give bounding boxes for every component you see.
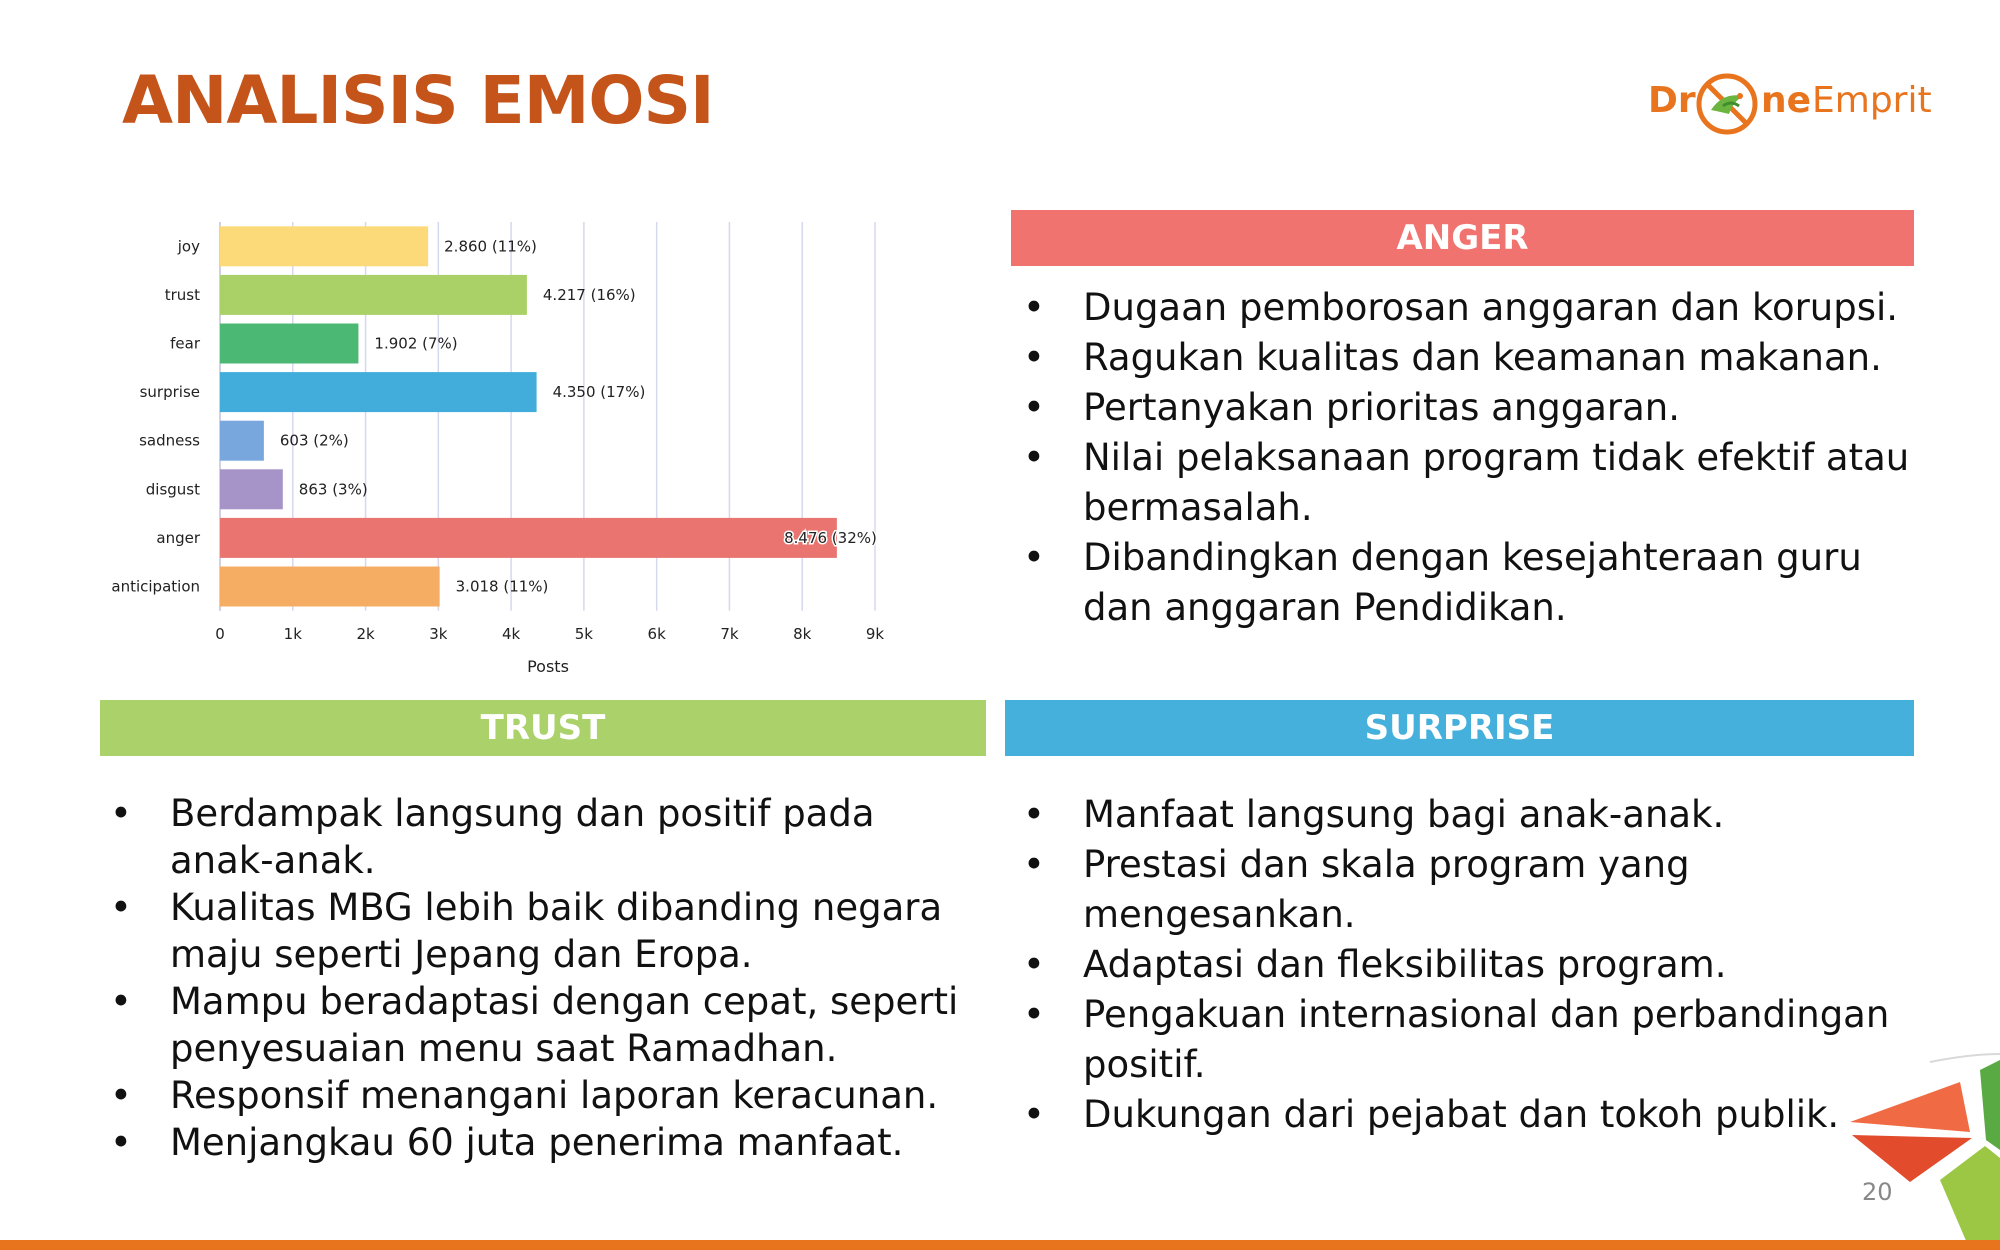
anger-bullet-item: • Dibandingkan dengan kesejahteraan guru dan anggaran Pendidikan. [1012, 533, 1912, 633]
trust-bullet-item: • Mampu beradaptasi dengan cepat, seperti penyesuaian menu saat Ramadhan. [99, 978, 989, 1072]
page-title: ANALISIS EMOSI [122, 62, 714, 139]
data-label: 603 (2%) [279, 431, 349, 450]
anger-bullet-item: • Nilai pelaksanaan program tidak efektif atau bermasalah. [1012, 433, 1912, 533]
category-label: sadness [139, 431, 200, 450]
x-tick-label: 7k [720, 624, 739, 643]
category-label: disgust [145, 480, 200, 499]
surprise-panel-header: SURPRISE [1005, 700, 1914, 756]
logo [1648, 70, 1932, 142]
x-tick-label: 0 [215, 624, 225, 643]
data-label: 2.860 (11%) [444, 237, 537, 256]
bar-disgust [220, 469, 283, 509]
data-label: 863 (3%) [298, 480, 368, 499]
category-label: anticipation [111, 577, 200, 596]
corner-decoration [1840, 1040, 2000, 1250]
bar-anger [220, 518, 837, 558]
trust-bullet-item: • Kualitas MBG lebih baik dibanding negara maju seperti Jepang dan Eropa. [99, 884, 989, 978]
data-label: 1.902 (7%) [374, 334, 458, 353]
data-label: 8.476 (32%) [784, 528, 877, 547]
anger-panel-header: ANGER [1011, 210, 1914, 266]
logo-text-part1: Dr [1648, 80, 1696, 121]
bar-joy [220, 226, 428, 266]
category-label: joy [177, 237, 200, 256]
x-tick-label: 5k [574, 624, 594, 643]
bottom-accent-bar [0, 1240, 2000, 1250]
trust-bullet-item: • Responsif menangani laporan keracunan. [99, 1072, 989, 1119]
x-tick-label: 9k [865, 624, 885, 643]
bar-surprise [220, 372, 537, 412]
anger-bullet-list [1012, 283, 1912, 633]
chart-x-tick-labels [215, 625, 884, 643]
surprise-bullet-item: • Manfaat langsung bagi anak-anak. [1012, 790, 1912, 840]
bar-fear [220, 324, 358, 364]
emotion-bar-chart [100, 210, 900, 690]
trust-panel-header: TRUST [100, 700, 986, 756]
chart-category-labels [111, 237, 200, 595]
drone-logo-icon [1693, 70, 1761, 138]
x-tick-label: 1k [283, 624, 302, 643]
anger-bullet-item: • Pertanyakan prioritas anggaran. [1012, 383, 1912, 433]
surprise-bullet-item: • Prestasi dan skala program yang mengesankan. [1012, 840, 1912, 940]
logo-text-part3: Emprit [1812, 80, 1932, 121]
trust-bullet-item: • Berdampak langsung dan positif pada anak-anak. [99, 790, 989, 884]
surprise-bullet-item: • Adaptasi dan fleksibilitas program. [1012, 940, 1912, 990]
category-label: anger [156, 528, 200, 547]
category-label: fear [170, 334, 200, 353]
bar-sadness [220, 421, 264, 461]
surprise-bullet-item: • Pengakuan internasional dan perbandingan positif. [1012, 990, 1912, 1090]
page-number: 20 [1862, 1178, 1893, 1206]
bar-anticipation [220, 567, 440, 607]
surprise-bullet-item: • Dukungan dari pejabat dan tokoh publik. [1012, 1090, 1912, 1140]
trust-bullet-item: • Menjangkau 60 juta penerima manfaat. [99, 1119, 989, 1166]
chart-bars [220, 226, 877, 606]
x-axis-label: Posts [527, 657, 569, 676]
data-label: 4.217 (16%) [542, 285, 636, 304]
logo-text-part2: ne [1761, 80, 1812, 121]
x-tick-label: 6k [647, 624, 666, 643]
x-tick-label: 3k [429, 624, 448, 643]
x-tick-label: 4k [501, 624, 521, 643]
surprise-bullet-list [1012, 790, 1912, 1140]
data-label: 3.018 (11%) [455, 577, 549, 596]
category-label: surprise [139, 383, 200, 402]
category-label: trust [164, 285, 200, 304]
anger-bullet-item: • Ragukan kualitas dan keamanan makanan. [1012, 333, 1912, 383]
x-tick-label: 8k [793, 624, 812, 643]
bar-trust [220, 275, 527, 315]
x-tick-label: 2k [356, 624, 375, 643]
anger-bullet-item: • Dugaan pemborosan anggaran dan korupsi. [1012, 283, 1912, 333]
data-label: 4.350 (17%) [552, 383, 646, 402]
trust-bullet-list [99, 790, 989, 1166]
